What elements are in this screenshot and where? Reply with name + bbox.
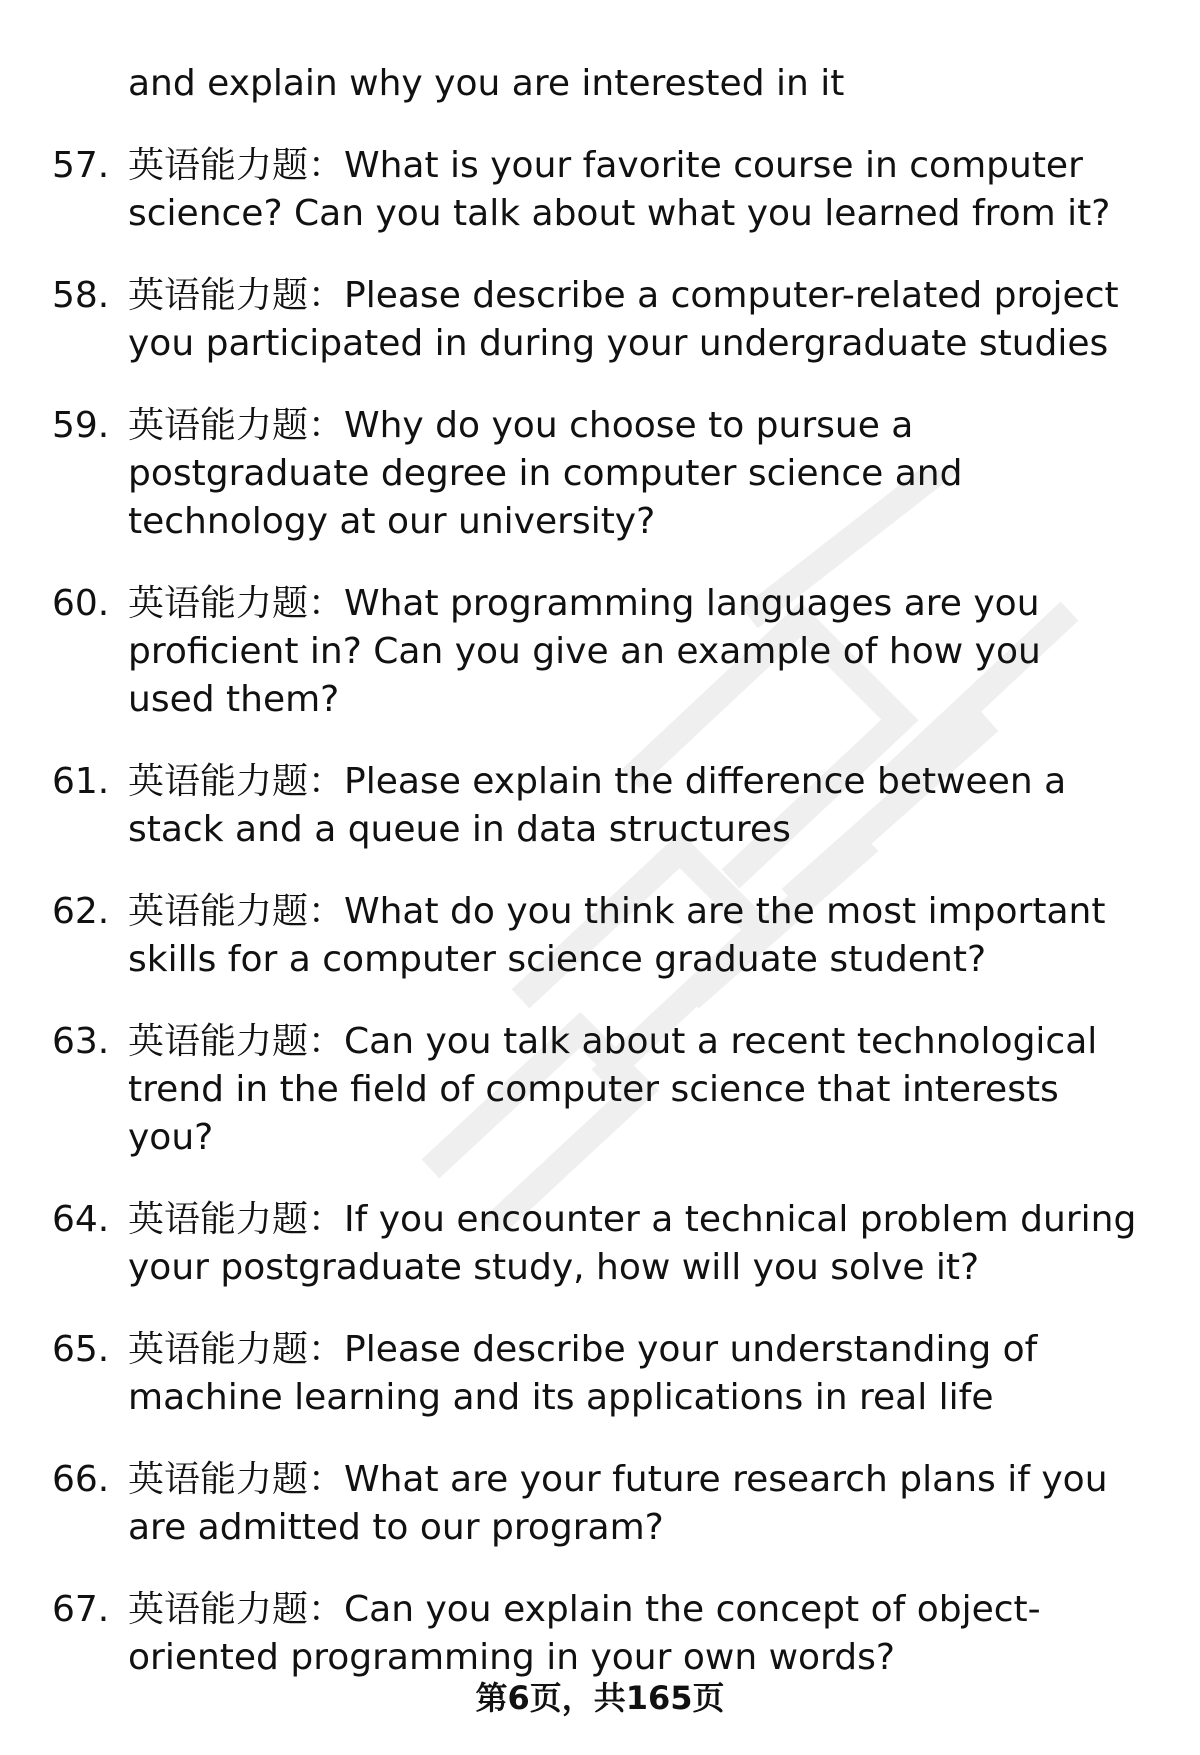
- question-number: 60.: [52, 583, 110, 624]
- question-label: 英语能力题：: [128, 145, 345, 186]
- question-label: 英语能力题：: [128, 405, 345, 446]
- question-body: Please explain the difference between a stack and a queue in data structures: [128, 761, 1067, 850]
- question-label: 英语能力题：: [128, 275, 345, 316]
- question-text: [128, 580, 1138, 724]
- question-body: Can you explain the concept of object-oriented programming in your own words?: [128, 1589, 1041, 1678]
- question-body: If you encounter a technical problem during your postgraduate study, how will you solve it?: [128, 1199, 1137, 1288]
- question-body: What do you think are the most important skills for a computer science graduate student?: [128, 891, 1106, 980]
- question-label: 英语能力题：: [128, 1589, 345, 1630]
- question-item: [0, 1018, 1200, 1162]
- question-number: 61.: [52, 761, 110, 802]
- question-text: [128, 1196, 1138, 1292]
- question-body: Can you talk about a recent technological trend in the field of computer science that interests you?: [128, 1021, 1098, 1158]
- question-text: [128, 402, 1138, 546]
- continuation-text: and explain why you are interested in it: [128, 63, 845, 104]
- question-number: 57.: [52, 145, 110, 186]
- question-item: [0, 142, 1200, 238]
- question-body: What are your future research plans if you are admitted to our program?: [128, 1459, 1108, 1548]
- question-item: [0, 580, 1200, 724]
- question-item: [0, 1586, 1200, 1682]
- question-text: [128, 1456, 1138, 1552]
- question-label: 英语能力题：: [128, 1199, 345, 1240]
- question-body: Why do you choose to pursue a postgraduate degree in computer science and technology at our university?: [128, 405, 963, 542]
- question-item: [0, 402, 1200, 546]
- question-number: 59.: [52, 405, 110, 446]
- question-body: What programming languages are you proficient in? Can you give an example of how you used them?: [128, 583, 1041, 720]
- question-body: Please describe a computer-related project you participated in during your undergraduate studies: [128, 275, 1119, 364]
- question-item: [0, 1196, 1200, 1292]
- question-label: 英语能力题：: [128, 1329, 345, 1370]
- question-number: 63.: [52, 1021, 110, 1062]
- question-item: [0, 1456, 1200, 1552]
- question-item: [0, 1326, 1200, 1422]
- question-body: Please describe your understanding of machine learning and its applications in real life: [128, 1329, 1038, 1418]
- question-list: [0, 142, 1200, 1716]
- question-text: [128, 1586, 1138, 1682]
- question-text: [128, 142, 1138, 238]
- question-number: 64.: [52, 1199, 110, 1240]
- question-label: 英语能力题：: [128, 1459, 345, 1500]
- question-label: 英语能力题：: [128, 891, 345, 932]
- question-text: [128, 1326, 1138, 1422]
- question-label: 英语能力题：: [128, 1021, 345, 1062]
- question-label: 英语能力题：: [128, 761, 345, 802]
- question-number: 62.: [52, 891, 110, 932]
- question-label: 英语能力题：: [128, 583, 345, 624]
- question-text: [128, 888, 1138, 984]
- question-number: 66.: [52, 1459, 110, 1500]
- question-body: What is your favorite course in computer science? Can you talk about what you learned from it?: [128, 145, 1111, 234]
- question-item: [0, 758, 1200, 854]
- question-number: 65.: [52, 1329, 110, 1370]
- page-footer: 第6页，共165页: [475, 1679, 725, 1717]
- question-text: [128, 758, 1138, 854]
- question-item: [0, 272, 1200, 368]
- question-number: 67.: [52, 1589, 110, 1630]
- question-number: 58.: [52, 275, 110, 316]
- question-text: [128, 272, 1138, 368]
- question-item: [0, 888, 1200, 984]
- question-text: [128, 1018, 1138, 1162]
